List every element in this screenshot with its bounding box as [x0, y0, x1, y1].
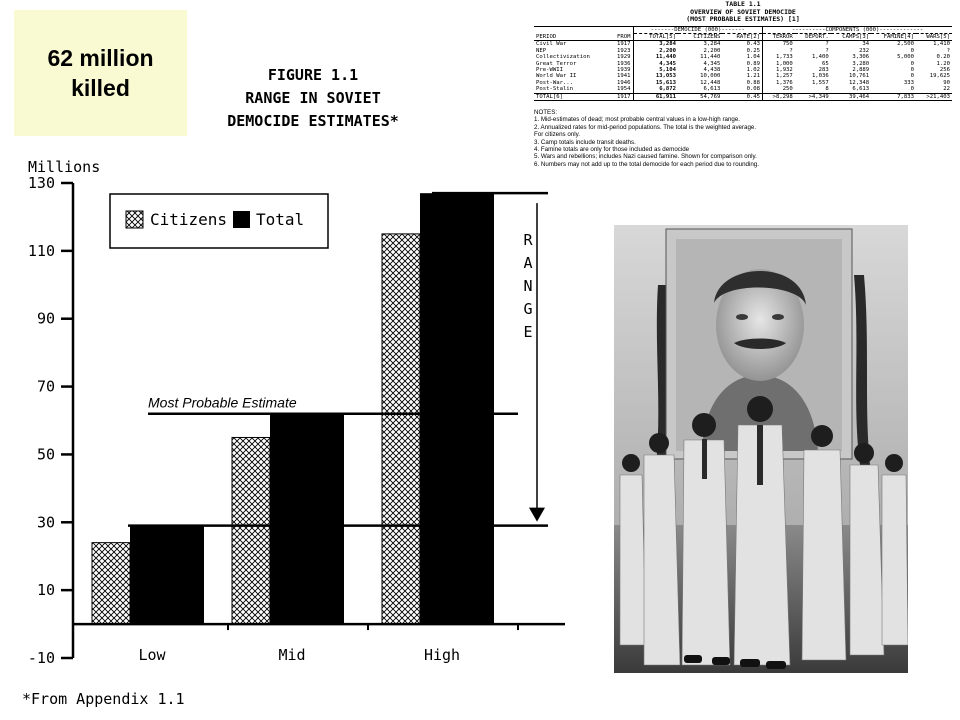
table-cell: 1,400 [811, 54, 829, 61]
table-cell: 250 [763, 86, 795, 93]
table-cell: 0.08 [746, 86, 761, 93]
table-cell: 5,000 [897, 54, 914, 61]
table-cell: 65 [822, 60, 829, 67]
column-header: PERIOD [534, 33, 610, 40]
table-cell: 0 [910, 73, 914, 80]
table-cell: 1,036 [811, 73, 829, 80]
note-item: 2. Annualized rates for mid-period populations. The total is the weighted average. [534, 123, 757, 131]
bar-total [270, 414, 344, 624]
y-tick-label: -10 [27, 649, 55, 667]
table-cell: 4,345 [633, 61, 678, 67]
y-tick-label: 110 [27, 241, 55, 260]
table-cell: ? [825, 47, 829, 54]
range-label-letter: R [523, 231, 533, 250]
table-title-line-2: OVERVIEW OF SOVIET DEMOCIDE [690, 7, 796, 16]
table-cell: 22 [943, 86, 950, 93]
bar-citizens [232, 437, 270, 624]
legend-label-total: Total [256, 210, 305, 229]
group-header-democide: -------DEMOCIDE (000)------- [633, 26, 763, 33]
table-row [534, 93, 952, 100]
table-cell: 1917 [610, 93, 633, 100]
table-cell: Civil War [536, 41, 567, 48]
table-cell: 1,557 [811, 79, 829, 86]
column-header: RATE[2] [722, 33, 762, 40]
table-cell: Post-War... [536, 79, 574, 86]
table-cell: >8,298 [763, 93, 795, 100]
y-tick-label: 70 [36, 377, 55, 396]
table-cell: 1.20 [936, 60, 950, 67]
table-cell: 12,448 [700, 79, 721, 86]
range-label-letter: G [523, 300, 533, 319]
table-cell: 1,410 [933, 41, 950, 48]
table-cell: 1,932 [763, 67, 795, 73]
table-cell: 61,911 [633, 93, 678, 100]
table-cell: 3,306 [852, 54, 870, 61]
table-cell: 0 [910, 47, 914, 54]
table-title-line-1: TABLE 1.1 [725, 0, 761, 8]
table-cell: 283 [818, 66, 829, 73]
table-cell: 1.02 [746, 66, 761, 73]
notes-title: NOTES: [534, 108, 558, 116]
y-tick-label: 30 [36, 513, 55, 532]
table-cell: 15,613 [633, 80, 678, 86]
table-cell: World War II [536, 73, 577, 80]
table-cell: 1.21 [746, 73, 761, 80]
table-cell: 2,500 [897, 41, 914, 48]
range-label-letter: E [523, 323, 533, 342]
note-item: 4. Famine totals are only for those included as democide [534, 146, 690, 153]
table-cell: 10,000 [700, 73, 721, 80]
portrait-banner-parade-photo [614, 225, 908, 673]
table-cell: 54,769 [678, 93, 722, 100]
group-header-components: ----------COMPONENTS (000)------------- [763, 26, 952, 33]
table-cell: 1929 [617, 54, 631, 61]
y-tick-label: 130 [27, 174, 55, 192]
table-cell: 2,200 [633, 48, 678, 54]
table-cell: 0.20 [936, 54, 950, 61]
table-cell: ? [763, 48, 795, 54]
table-cell: 3,284 [703, 41, 721, 48]
most-probable-label: Most Probable Estimate [148, 394, 297, 411]
bar-total [130, 526, 204, 624]
democide-range-chart [0, 150, 600, 685]
column-header: FROM [610, 33, 633, 40]
y-tick-label: 10 [36, 581, 55, 600]
table-cell: ? [946, 47, 950, 54]
table-cell: 750 [763, 41, 795, 48]
table-cell: 1923 [617, 47, 631, 54]
table-cell: Collectivization [536, 54, 590, 61]
figure-title-line-3: DEMOCIDE ESTIMATES* [227, 112, 399, 130]
table-cell: 0.89 [746, 60, 761, 67]
table-cell: 3,280 [852, 60, 870, 67]
table-cell: >21,403 [916, 93, 952, 100]
figure-title [198, 64, 428, 133]
table-cell: Great Terror [536, 60, 577, 67]
table-cell: TOTAL[6] [534, 93, 610, 100]
table-cell: 39,464 [831, 93, 871, 100]
table-cell: 1936 [617, 60, 631, 67]
table-cell: 5,104 [633, 67, 678, 73]
table-cell: 1917 [617, 41, 631, 48]
death-toll-callout [14, 10, 187, 136]
note-item: 6. Numbers may not add up to the total democide for each period due to rounding. [534, 160, 759, 168]
table-cell: 3,284 [633, 41, 678, 48]
table-cell: 256 [939, 66, 950, 73]
table-cell: 34 [862, 41, 870, 48]
table-cell: 0.88 [746, 79, 761, 86]
democide-table [534, 1, 952, 168]
column-header: FAMINE[4] [871, 33, 916, 40]
table-title-line-3: (MOST PROBABLE ESTIMATES) [1] [686, 15, 800, 23]
table-cell: Post-Stalin [536, 86, 574, 93]
table-cell: 13,053 [633, 73, 678, 79]
table-cell: 0.25 [746, 47, 761, 54]
legend-label-citizens: Citizens [150, 210, 228, 229]
table-cell: 0 [910, 66, 914, 73]
table-cell: 1941 [617, 73, 631, 80]
table-cell: Pre-WWII [536, 66, 563, 73]
table-cell: 1,376 [763, 80, 795, 86]
table-cell: ? [825, 41, 829, 48]
table-cell: 90 [943, 79, 950, 86]
table-cell: 0 [910, 86, 914, 93]
column-header: TERROR [763, 33, 795, 40]
figure-footnote: *From Appendix 1.1 [22, 690, 185, 708]
table-cell: 11,440 [700, 54, 721, 61]
column-header: CAMPS[3] [831, 33, 871, 40]
bar-total [420, 193, 494, 624]
note-item: 5. Wars and rebellions; includes Nazi caused famine. Shown for comparison only. [534, 153, 757, 161]
table-cell: 0.43 [746, 41, 761, 48]
legend-swatch-citizens [126, 211, 143, 228]
note-item: 1. Mid-estimates of dead; most probable central values in a low-high range. [534, 116, 741, 124]
table-cell: 10,761 [848, 73, 870, 80]
table-cell: 4,345 [703, 60, 721, 67]
table-cell: 7,833 [871, 93, 916, 100]
table-cell: 1954 [617, 86, 631, 93]
table-cell: 333 [903, 79, 914, 86]
table-cell: 1,000 [763, 61, 795, 67]
table-cell: 4,438 [703, 66, 721, 73]
column-header: CITIZENS [678, 33, 722, 40]
note-item: 3. Camp totals include transit deaths. [534, 138, 636, 146]
table-cell: 2,200 [703, 47, 721, 54]
table-cell: >4,349 [795, 93, 831, 100]
legend-swatch-total [233, 211, 250, 228]
table-cell: NEP [536, 47, 547, 54]
table-cell: 1.04 [746, 54, 761, 61]
table-cell: 11,440 [633, 54, 678, 60]
table-cell: 2,889 [852, 66, 870, 73]
table-cell: 1,733 [763, 54, 795, 60]
figure-title-line-1: FIGURE 1.1 [267, 66, 359, 84]
column-header: WARS[5] [916, 33, 952, 40]
x-tick-label: Mid [278, 646, 306, 665]
table-cell: 6,613 [852, 86, 870, 93]
y-axis-label: Millions [28, 158, 101, 176]
note-item: For citizens only. [534, 131, 580, 139]
range-label-letter: A [523, 254, 533, 273]
x-tick-label: Low [138, 646, 166, 665]
y-tick-label: 50 [36, 445, 55, 464]
table-row [534, 86, 952, 93]
table-cell: 1,257 [763, 73, 795, 79]
table-title [534, 1, 952, 24]
table-cell: 8 [825, 86, 829, 93]
figure-title-line-2: RANGE IN SOVIET [245, 89, 381, 107]
table-cell: 0 [910, 60, 914, 67]
table-notes [534, 109, 952, 168]
death-toll-text: 62 million killed [47, 45, 154, 101]
range-arrow-head [529, 508, 545, 522]
table-cell: 19,625 [929, 73, 950, 80]
table-cell: 0.45 [722, 93, 762, 100]
table-row [534, 41, 952, 48]
table-cell: 12,348 [848, 79, 870, 86]
column-header: TOTAL[5] [633, 33, 678, 40]
bar-citizens [92, 543, 130, 624]
democide-data-table [534, 26, 952, 101]
x-tick-label: High [423, 646, 461, 665]
table-cell: 6,613 [703, 86, 721, 93]
table-cell: 6,872 [633, 86, 678, 93]
table-cell: 1946 [617, 79, 631, 86]
y-tick-label: 90 [36, 309, 55, 328]
range-label-letter: N [523, 277, 533, 296]
table-cell: 1939 [617, 66, 631, 73]
table-cell: 232 [859, 47, 870, 54]
column-header: DEPORT. [795, 33, 831, 40]
bar-citizens [382, 234, 420, 624]
